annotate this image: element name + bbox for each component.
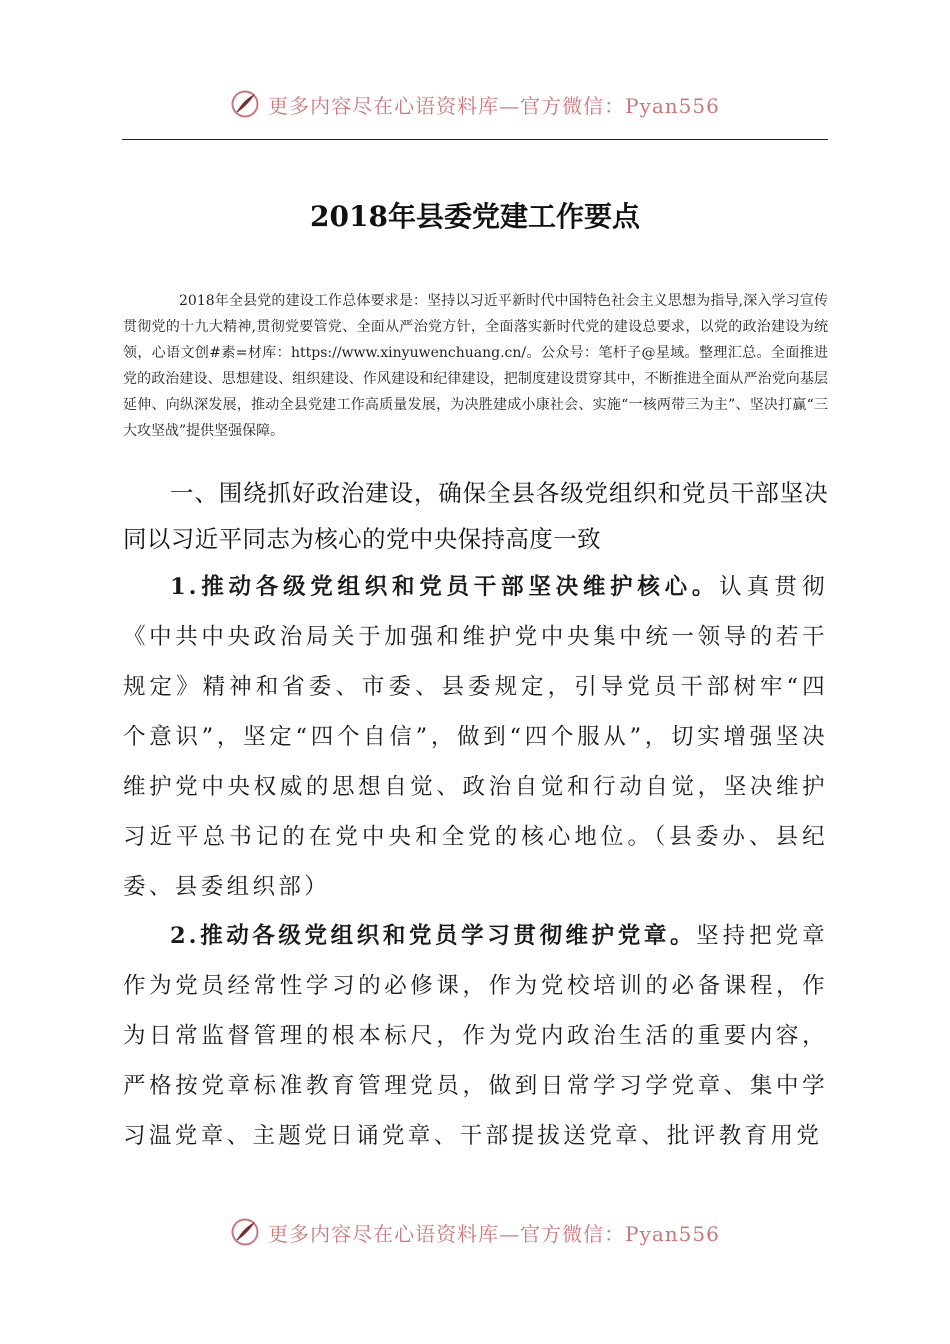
header-banner-text: 更多内容尽在心语资料库—官方微信：Pyan556 xyxy=(268,93,720,118)
item-2-paragraph xyxy=(123,911,828,1161)
document-title: 2018年县委党建工作要点 xyxy=(310,200,640,233)
section-1-heading: 一、围绕抓好政治建设，确保全县各级党组织和党员干部坚决同以习近平同志为核心的党中央保持高度一致 xyxy=(123,479,828,553)
intro-paragraph: 2018年全县党的建设工作总体要求是：坚持以习近平新时代中国特色社会主义思想为指导,深入学习宣传贯彻党的十九大精神,贯彻党要管党、全面从严治党方针，全面落实新时代党的建设总要求，以党的政治建设为统领，心语文创#素=材库：https://www.xinyuwenchuang.cn/。公众号：笔杆子@星域。整理汇总。全面推进党的政治建设、思想建设、组织建设、作风建设和纪律建设，把制度建设贯穿其中，不断推进全面从严治党向基层延伸、向纵深发展，推动全县党建工作高质量发展，为决胜建成小康社会、实施“一核两带三为主”、坚决打赢“三大攻坚战”提供坚强保障。 xyxy=(123,293,828,439)
footer-banner-text: 更多内容尽在心语资料库—官方微信：Pyan556 xyxy=(268,1221,720,1246)
item-1-body: 认真贯彻《中共中央政治局关于加强和维护党中央集中统一领导的若干规定》精神和省委、市委、县委规定，引导党员干部树牢“四个意识”，坚定“四个自信”，做到“四个服从”，切实增强坚决维护党中央权威的思想自觉、政治自觉和行动自觉，坚决维护习近平总书记的在党中央和全党的核心地位。（县委办、县纪委、县委组织部） xyxy=(123,574,828,900)
item-1-lead: 1.推动各级党组织和党员干部坚决维护核心。 xyxy=(170,574,720,600)
quill-logo-icon xyxy=(230,1217,260,1247)
item-2-body: 坚持把党章作为党员经常性学习的必修课，作为党校培训的必备课程，作为日常监督管理的根本标尺，作为党内政治生活的重要内容，严格按党章标准教育管理党员，做到日常学习学党章、集中学习温党章、主题党日诵党章、干部提拔送党章、批评教育用党 xyxy=(123,923,828,1149)
quill-logo-icon xyxy=(230,89,260,119)
item-1-paragraph xyxy=(123,562,828,912)
item-2-lead: 2.推动各级党组织和党员学习贯彻维护党章。 xyxy=(170,923,697,949)
footer-banner xyxy=(0,1212,950,1252)
header-banner xyxy=(0,84,950,124)
header-divider xyxy=(122,139,828,140)
